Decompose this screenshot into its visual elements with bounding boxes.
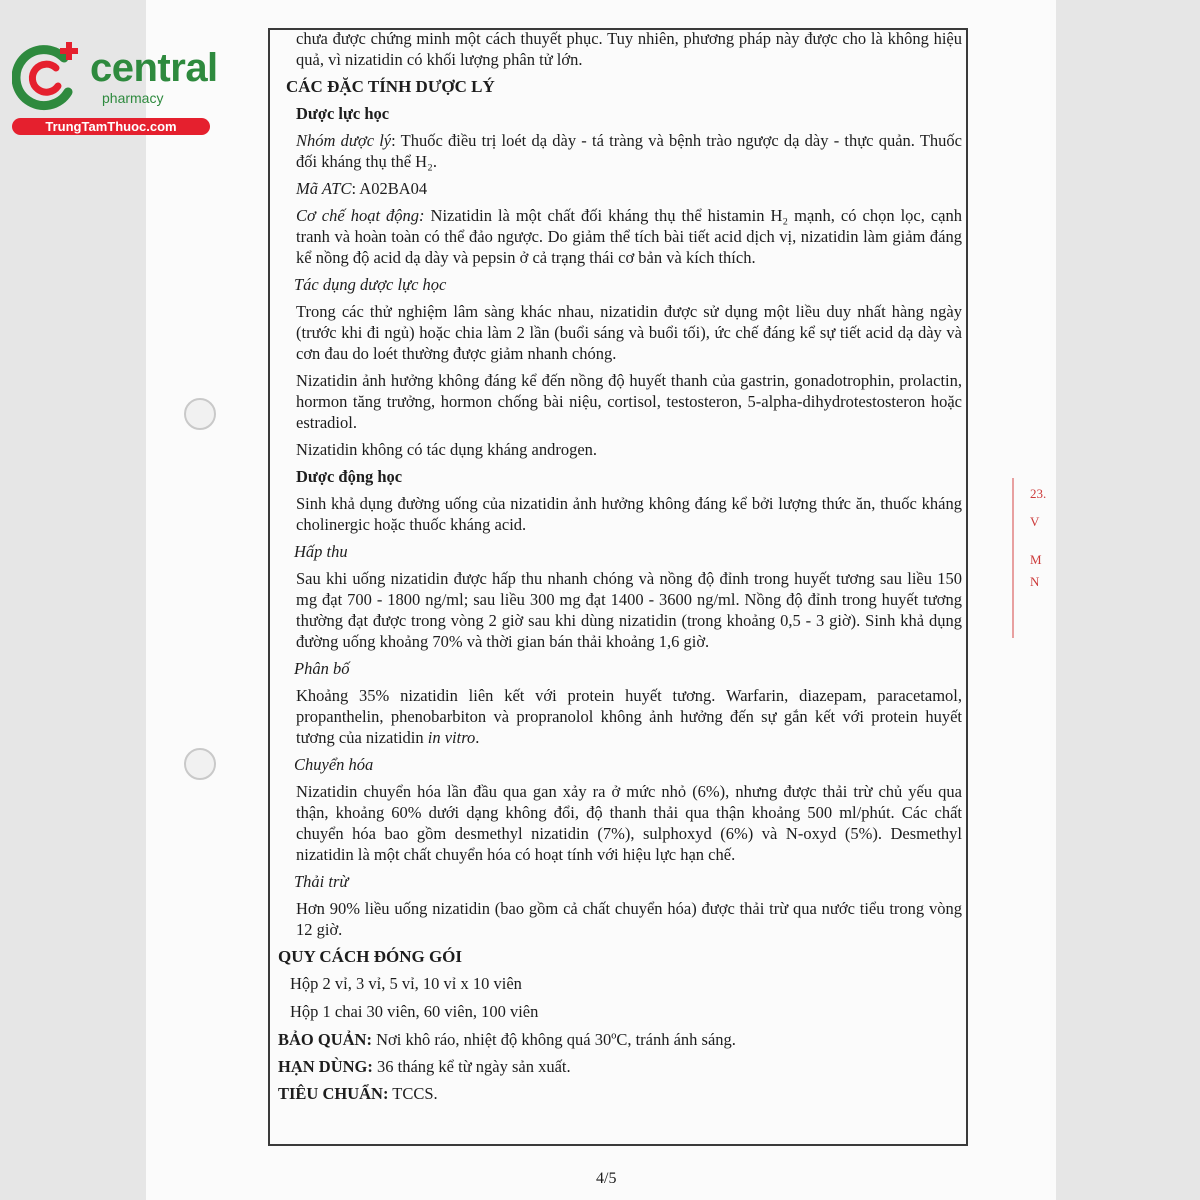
standard-text: TCCS. [388,1084,438,1103]
stamp-text: M [1030,552,1042,567]
shelf-life-text: 36 tháng kể từ ngày sản xuất. [372,1057,571,1076]
metabolism-paragraph: Nizatidin chuyển hóa lần đầu qua gan xảy ra ở mức nhỏ (6%), nhưng được thải trừ chủ yếu qua thận, khoảng 60% dưới dạng không đổi, độ thanh thải qua thận khoảng 500 ml/phút. Các chất chuyển hóa bao gồm desmethyl nizatidin (7%), sulphoxyd (6%) và N-oxyd (5%). Desmethyl nizatidin là một chất chuyển hóa có hoạt tính với hiệu lực hạn chế. [296,782,962,864]
drug-group-text: : Thuốc điều trị loét dạ dày - tá tràng và bệnh trào ngược dạ dày - thực quản. Thuốc đối kháng thụ thể H₂. [296,131,962,171]
absorption-paragraph: Sau khi uống nizatidin được hấp thu nhanh chóng và nồng độ đỉnh trong huyết tương sau liều 150 mg đạt 700 - 1800 ng/ml; sau liều 300 mg đạt 1400 - 3600 ng/ml. Nồng độ đỉnh trong huyết tương thường đạt được trong vòng 2 giờ sau khi dùng nizatidin (trong khoảng 0,5 - 3 giờ). Sinh khả dụng đường uống khoảng 70% và thời gian bán thải khoảng 1,6 giờ. [296,569,962,651]
section-heading-packaging: QUY CÁCH ĐÓNG GÓI [278,947,463,966]
intro-paragraph: chưa được chứng minh một cách thuyết phục. Tuy nhiên, phương pháp này được cho là không hiệu quả, vì nizatidin có khối lượng phân tử lớn. [296,29,962,69]
stamp-text: N [1030,574,1040,589]
mechanism-text: Nizatidin là một chất đối kháng thụ thể histamin H₂ mạnh, có chọn lọc, cạnh tranh và hoàn toàn có thể đảo ngược. Do giảm thể tích bài tiết acid dịch vị, nizatidin làm giảm đáng kể nồng độ acid dạ dày và pepsin ở cả trạng thái cơ bản và kích thích. [296,206,962,267]
pd-paragraph-1: Trong các thử nghiệm lâm sàng khác nhau, nizatidin được sử dụng một liều duy nhất hàng ngày (trước khi đi ngủ) hoặc chia làm 2 lần (buổi sáng và buổi tối), ức chế đáng kể sự tiết acid dạ dày và cơn đau do loét thường được giảm nhanh chóng. [296,302,962,363]
shelf-life-paragraph [278,1056,962,1077]
in-vitro-text: in vitro [427,728,476,747]
drug-group-paragraph [278,130,962,172]
atc-paragraph [278,178,962,199]
atc-label: Mã ATC [296,179,352,198]
packaging-item: Hộp 2 vỉ, 3 vỉ, 5 vỉ, 10 vỉ x 10 viên [290,974,522,993]
mechanism-paragraph [278,205,962,268]
section-heading-pharmacology: CÁC ĐẶC TÍNH DƯỢC LÝ [286,77,495,96]
pk-paragraph: Sinh khả dụng đường uống của nizatidin ảnh hưởng không đáng kể bởi lượng thức ăn, thuốc kháng cholinergic hoặc thuốc kháng acid. [296,494,962,534]
heading-pharmacodynamics: Dược lực học [296,104,390,123]
storage-paragraph [278,1029,962,1050]
heading-metabolism: Chuyển hóa [294,755,374,774]
logo-brand-text: central [90,46,218,90]
logo-sub-text: pharmacy [102,90,164,106]
distribution-text: Khoảng 35% nizatidin liên kết với protein huyết tương. Warfarin, diazepam, paracetamol, propanthelin, phenobarbiton và propranolol không ảnh hưởng đến sự gắn kết với protein huyết tương của nizatidin [296,686,962,747]
distribution-end: . [475,728,480,747]
central-pharmacy-logo[interactable] [12,36,222,136]
drug-group-label: Nhóm dược lý [296,131,392,150]
standard-paragraph [278,1083,962,1104]
packaging-list [278,973,962,1022]
heading-excretion: Thải trừ [294,872,349,891]
storage-label: BẢO QUẢN: [278,1030,372,1049]
shelf-life-label: HẠN DÙNG: [278,1057,373,1076]
atc-text: : A02BA04 [351,179,428,198]
pd-paragraph-3: Nizatidin không có tác dụng kháng androgen. [296,440,598,459]
punch-hole [184,398,216,430]
red-stamp-fragment [1012,478,1064,638]
packaging-item: Hộp 1 chai 30 viên, 60 viên, 100 viên [290,1002,539,1021]
mechanism-label: Cơ chế hoạt động: [296,206,425,225]
excretion-paragraph: Hơn 90% liều uống nizatidin (bao gồm cả chất chuyển hóa) được thải trừ qua nước tiểu trong vòng 12 giờ. [296,899,962,939]
punch-hole [184,748,216,780]
storage-text: Nơi khô ráo, nhiệt độ không quá 30ºC, tránh ánh sáng. [371,1030,736,1049]
logo-website-text: TrungTamThuoc.com [12,118,210,135]
heading-absorption: Hấp thu [294,542,348,561]
heading-distribution: Phân bố [294,659,350,678]
standard-label: TIÊU CHUẨN: [278,1084,389,1103]
stamp-text: 23. [1030,486,1047,501]
document-content [278,28,962,1110]
distribution-paragraph [278,685,962,748]
heading-pharmacokinetics: Dược động học [296,467,403,486]
heading-pd-effects: Tác dụng dược lực học [294,275,447,294]
stamp-text: V [1030,514,1040,529]
pd-paragraph-2: Nizatidin ảnh hưởng không đáng kể đến nồng độ huyết thanh của gastrin, gonadotrophin, prolactin, hormon tăng trưởng, hormon chống bài niệu, cortisol, testosteron, 5-alpha-dihydrotestosteron hoặc estradiol. [296,371,962,432]
page-number: 4/5 [596,1170,617,1187]
logo-c-icon [12,40,82,112]
